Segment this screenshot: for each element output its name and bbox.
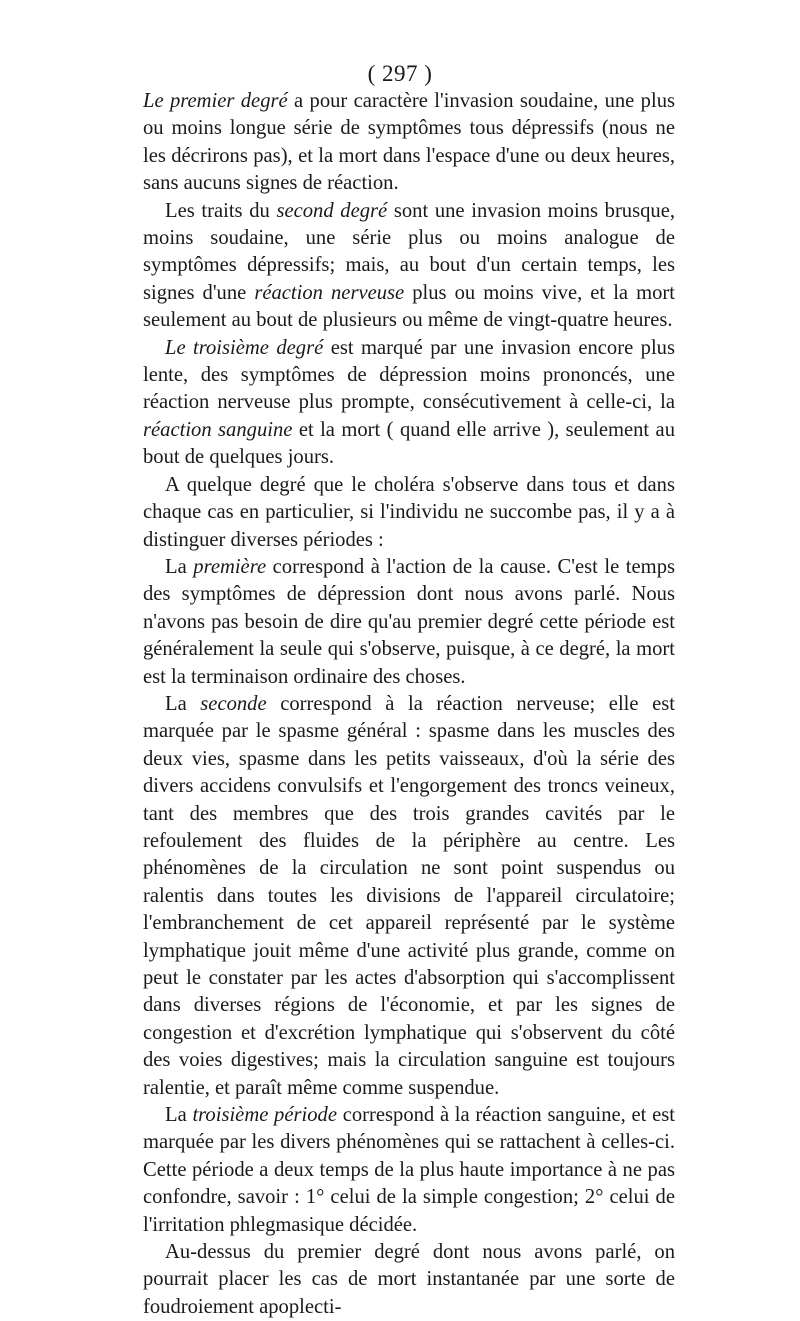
italic-phrase: première [193,555,267,578]
text-run: A quelque degré que le choléra s'observe dans tous et dans chaque cas en particulier, si l'individu ne succombe pas, il y a à distinguer diverses périodes : [143,473,675,551]
paragraph [143,198,675,335]
text-run: La [165,1104,193,1127]
text-run: correspond à l'action de la cause. C'est le temps des symptômes de dépression dont nous avons parlé. Nous n'avons pas besoin de dire qu'au premier degré cette période est généralement la seule qui s'observe, puisque, à ce degré, la mort est la terminaison ordinaire des choses. [143,555,676,688]
text-run: La [165,692,201,715]
text-run: Les traits du [165,199,277,222]
text-run: et la mort ( quand elle arrive ), seulement au bout de quelques jours. [143,418,675,469]
italic-phrase: réaction nerveuse [254,281,405,304]
page-number: ( 297 ) [367,61,433,86]
text-run: plus ou moins vive, et la mort seulement au bout de plusieurs ou même de vingt-quatre heures. [143,281,675,332]
text-run: Au-dessus du premier degré dont nous avons parlé, on pourrait placer les cas de mort instantanée par une sorte de foudroiement apoplecti- [143,1241,675,1318]
italic-phrase: second degré [276,199,388,222]
paragraph [143,1239,675,1321]
italic-phrase: Le troisième degré [165,336,324,359]
text-run: a pour caractère l'invasion soudaine, une plus ou moins longue série de symptômes tous dépressifs (nous ne les décrirons pas), et la mort dans l'espace d'une ou deux heures, sans aucuns signes de réaction. [143,90,676,195]
italic-phrase: troisième période [192,1104,337,1127]
paragraph [143,1102,675,1239]
text-run: sont une invasion moins brusque, moins soudaine, une série plus ou moins analogue de symptômes dépressifs; mais, au bout d'un certain temps, les signes d'une [143,199,676,304]
text-run: est marqué par une invasion encore plus lente, des symptômes de dépression moins prononcés, une réaction nerveuse plus prompte, consécutivement à celle-ci, la [143,336,675,414]
paragraph [143,472,675,554]
italic-phrase: réaction sanguine [143,418,293,441]
body-text [143,88,675,1321]
text-run: correspond à la réaction nerveuse; elle est marquée par le spasme général : spasme dans les muscles des deux vies, spasme dans les petits vaisseaux, d'où la série des divers accidens convulsifs et l'engorgement des troncs veineux, tant des membres que des trois grandes cavités par le refoulement des fluides de la périphère au centre. Les phénomènes de la circulation ne sont point suspendus ou ralentis dans toutes les divisions de l'appareil circulatoire; l'embranchement de cet appareil représenté par le système lymphatique jouit même d'une activité plus grande, comme on peut le constater par les actes d'absorption qui s'accomplissent dans diverses régions de l'économie, et par les signes de congestion et d'excrétion lymphatique qui s'observent du côté des voies digestives; mais la circulation sanguine est toujours ralentie, et paraît même comme suspendue. [143,692,675,1099]
italic-phrase: seconde [200,692,267,715]
italic-phrase: Le premier degré [143,90,288,112]
text-run: La [165,555,194,578]
paragraph [143,554,675,691]
paragraph [143,88,675,198]
paragraph [143,335,675,472]
paragraph [143,691,675,1102]
text-run: correspond à la réaction sanguine, et est marquée par les divers phénomènes qui se rattachent à celles-ci. Cette période a deux temps de la plus haute importance à ne pas confondre, savoir : 1° celui de la simple congestion; 2° celui de l'irritation phlegmasique décidée. [143,1104,676,1236]
